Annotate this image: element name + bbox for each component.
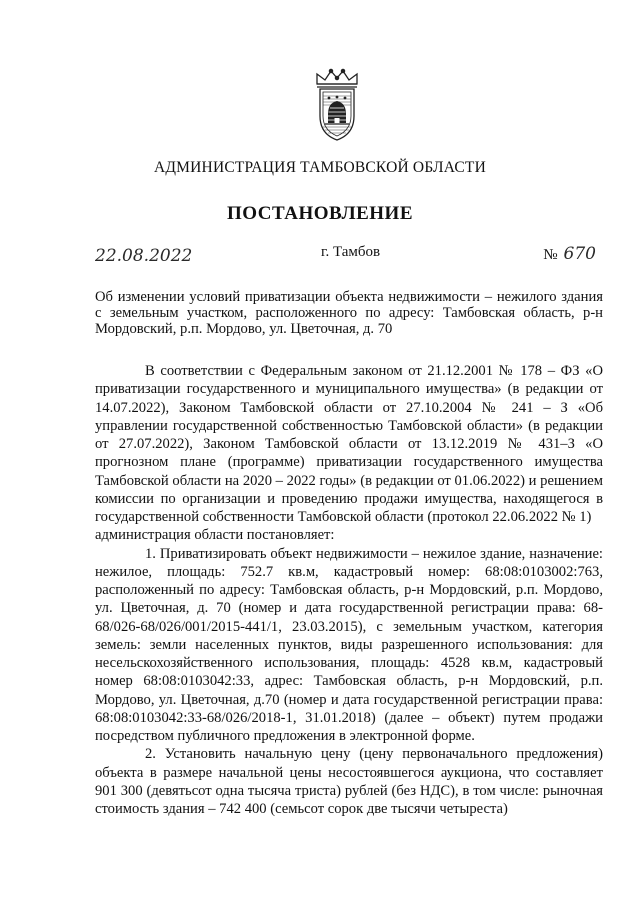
preamble-paragraph: В соответствии с Федеральным законом от 21.12.2001 № 178 – ФЗ «О приватизации государственного и муниципального имущества» (в редакции от 14.07.2022), Законом Тамбовской области от 27.10.2004 № 241 – З «Об управлении государственной собственностью Тамбовской области» (в редакции от 27.07.2022), Законом Тамбовской области от 13.12.2019 № 431–З «О прогнозном плане (программе) приватизации государственного имущества Тамбовской области на 2020 – 2022 годы» (в редакции от 01.06.2022) и решением комиссии по организации и проведению продажи имущества, находящегося в государственной собственности Тамбовской области (протокол 22.06.2022 № 1) [95,363,603,525]
document-city: г. Тамбов [321,244,381,260]
document-body [95,362,603,818]
tambov-coat-of-arms-icon [309,68,365,144]
document-meta-row [95,244,600,270]
document-type: ПОСТАНОВЛЕНИЕ [226,203,414,224]
document-number [543,244,596,264]
item-1-paragraph: 1. Приватизировать объект недвижимости – нежилое здание, назначение: нежилое, площадь: 752.7 кв.м, кадастровый номер: 68:08:0103002:763, расположенный по адресу: Тамбовская область, р-н Мордовский, р.п. Мордово, ул. Цветочная, д. 70 (номер и дата государственной регистрации права: 68-68/026-68/026/001/2015-441/1, 23.03.2015), с земельным участком, категория земель: земли населенных пунктов, виды разрешенного использования: для несельскохозяйственного использования, площадь: 4528 кв.м, кадастровый номер 68:08:0103042:33, адрес: Тамбовская область, р-н Мордовский, р.п. Мордово, ул. Цветочная, д.70 (номер и дата государственной регистрации права: 68:08:0103042:33-68/026/2018-1, 31.01.2018) (далее – объект) путем продажи посредством публичного предложения в электронной форме. [95,545,603,744]
decree-line: администрация области постановляет: [95,527,335,544]
item-2-paragraph: 2. Установить начальную цену (цену первоначального предложения) объекта в размере начальной цены несостоявшегося аукциона, что составляет 901 300 (девятьсот одна тысяча триста) рублей (без НДС), в том числе: рыночная стоимость здания – 742 400 (семьсот сорок две тысячи четыреста) [95,746,603,817]
authority-name: АДМИНИСТРАЦИЯ ТАМБОВСКОЙ ОБЛАСТИ [154,159,486,176]
document-subject: Об изменении условий приватизации объекта недвижимости – нежилого здания с земельным участком, расположенного по адресу: Тамбовская область, р-н Мордовский, р.п. Мордово, ул. Цветочная, д. 70 [95,289,603,337]
number-sign: № [543,247,558,263]
document-date: 22.08.2022 [95,246,193,266]
number-value: 670 [563,244,596,264]
